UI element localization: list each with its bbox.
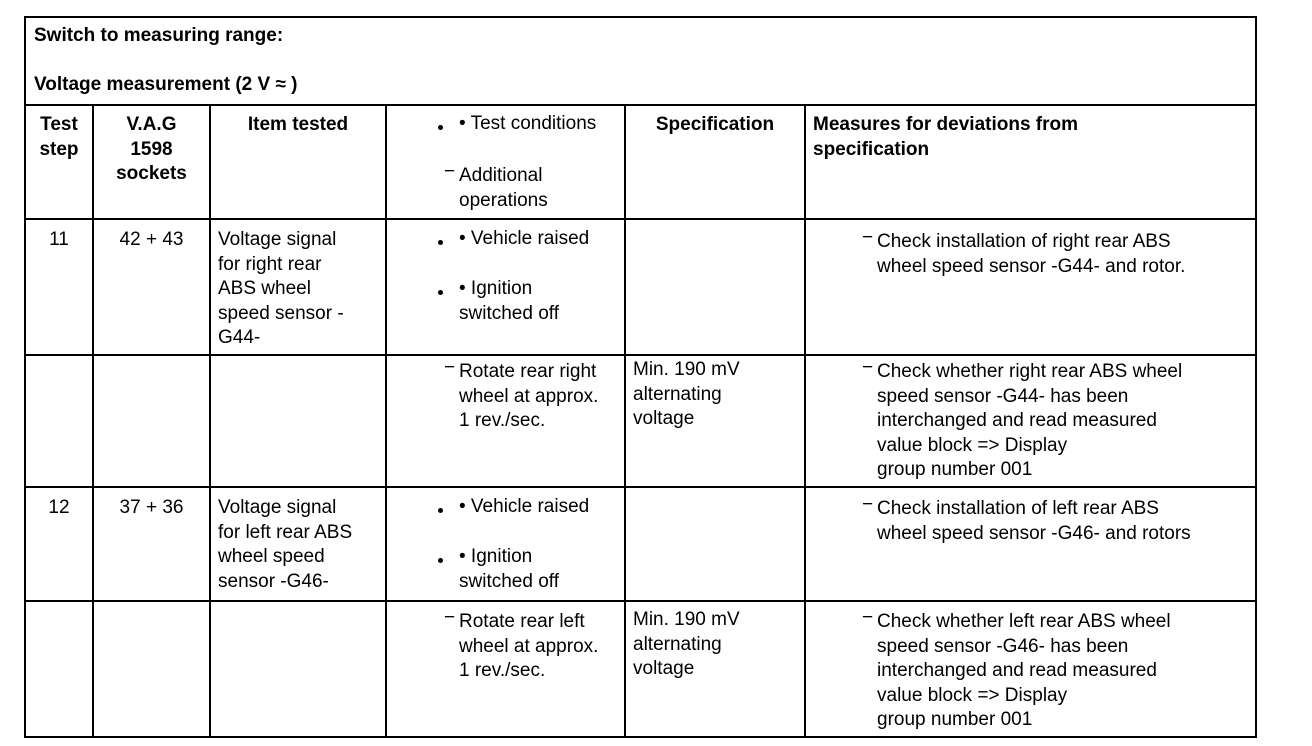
row12-measure-interchanged: Check whether left rear ABS wheel speed sensor -G46- has been interchanged and read measured value block => Display group number 001 [877,611,1171,730]
row11-sockets: 42 + 43 [119,229,184,250]
row12-operation: Rotate rear left wheel at approx. 1 rev./sec. [459,611,599,681]
dash-icon: − [862,357,874,378]
row12-measure-installation: Check installation of left rear ABS wheel speed sensor -G46- and rotors [877,498,1191,544]
header-specification: Specification [655,114,775,135]
dash-icon: − [862,227,874,248]
col-line-2 [209,104,211,738]
bullet-icon [438,508,443,513]
header-item-tested: Item tested [247,114,349,135]
col-line-1 [92,104,94,738]
title-measuring-range: Switch to measuring range: [34,25,284,46]
dash-icon: − [444,607,456,628]
dash-icon: − [444,357,456,378]
row12-item: Voltage signal for left rear ABS wheel speed sensor -G46- [218,497,353,592]
row11-spec: Min. 190 mV alternating voltage [633,359,740,429]
dash-icon: − [862,494,874,515]
row11-condition-ignition: • Ignition switched off [459,278,559,324]
header-test-step: Test step [39,114,79,160]
row11-measure-installation: Check installation of right rear ABS wheel speed sensor -G44- and rotor. [877,231,1186,277]
bullet-icon [438,125,443,130]
bullet-icon [438,558,443,563]
row12-step: 12 [48,497,70,518]
row11-condition-raised: • Vehicle raised [459,228,590,249]
bullet-icon [438,240,443,245]
row12-condition-ignition: • Ignition switched off [459,546,559,592]
dash-icon: − [444,161,456,182]
col-line-5 [804,104,806,738]
row12-sockets: 37 + 36 [119,497,184,518]
row11-item: Voltage signal for right rear ABS wheel speed sensor - G44- [218,229,344,348]
bullet-icon [438,290,443,295]
header-sockets: V.A.G 1598 sockets [116,114,187,184]
row12-condition-raised: • Vehicle raised [459,496,590,517]
header-additional-operations: Additional operations [459,165,548,211]
col-line-4 [624,104,626,738]
dash-icon: − [862,607,874,628]
row11-operation: Rotate rear right wheel at approx. 1 rev./sec. [459,361,599,431]
row11-step: 11 [49,229,69,250]
header-measures: Measures for deviations from specification [813,114,1079,160]
header-test-conditions: • Test conditions [459,113,597,134]
title-voltage-measurement: Voltage measurement (2 V ≈ ) [34,74,298,95]
row11-measure-interchanged: Check whether right rear ABS wheel speed sensor -G44- has been interchanged and read measured value block => Display group number 001 [877,361,1183,480]
row12-spec: Min. 190 mV alternating voltage [633,609,740,679]
col-line-3 [385,104,387,738]
